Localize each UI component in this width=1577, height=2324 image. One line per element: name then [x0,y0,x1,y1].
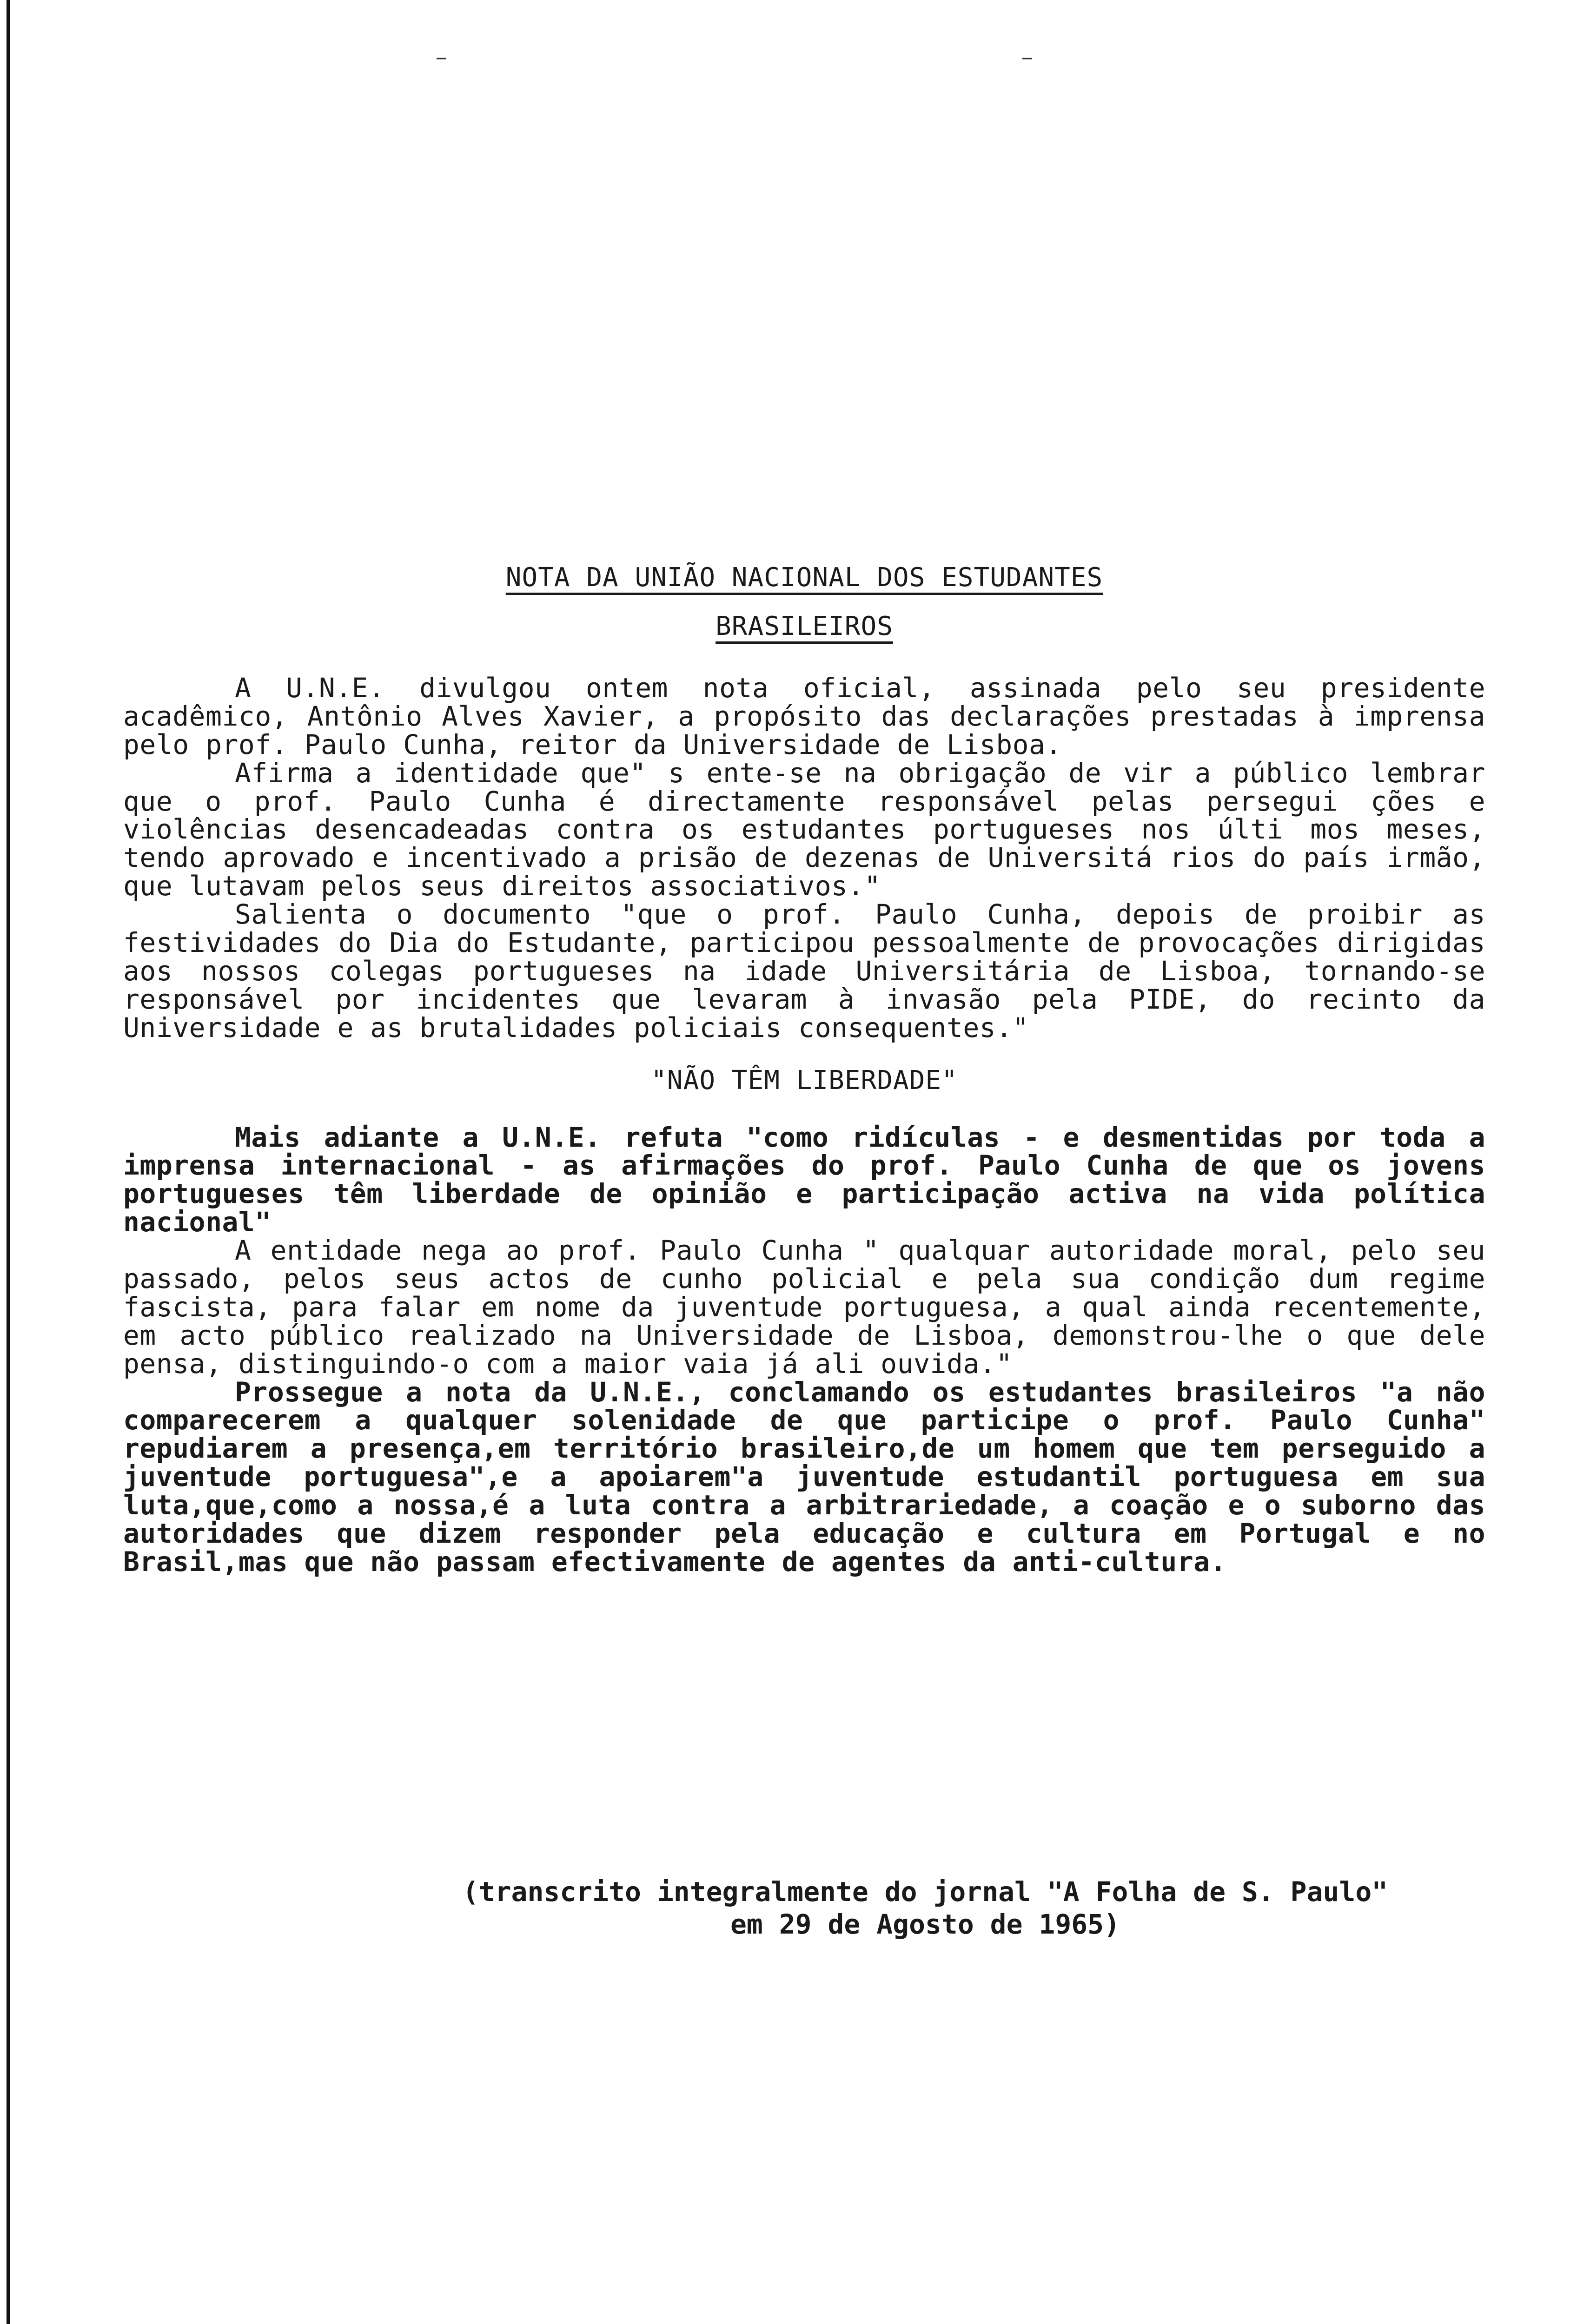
scan-border-left [7,0,10,2324]
source-line-1: (transcrito integralmente do jornal "A Folha de S. Paulo" [462,1876,1388,1908]
source-citation [391,1876,1460,1941]
paragraph-4: Mais adiante a U.N.E. refuta "como ridículas - e desmentidas por toda a imprensa internacional - as afirmações do prof. Paulo Cunha de que os jovens portugueses têm liberdade de opinião e participação activa na vida política nacional" [123,1121,1485,1238]
title-line-2: BRASILEIROS [716,611,893,641]
paragraph-2: Afirma a identidade que" s ente-se na obrigação de vir a público lembrar que o prof. Paulo Cunha é directamente responsável pelas persegui ções e violências desencadeadas contra os estudantes portugueses nos últi mos meses, tendo aprovado e incentivado a prisão de dezenas de Universitá rios do país irmão, que lutavam pelos seus direitos associativos." [123,757,1485,902]
source-line-2: em 29 de Agosto de 1965) [730,1908,1120,1940]
paragraph-1: A U.N.E. divulgou ontem nota oficial, assinada pelo seu presidente acadêmico, Antônio Alves Xavier, a propósito das declarações prestadas à imprensa pelo prof. Paulo Cunha, reitor da Universidade de Lisboa. [123,672,1485,760]
document-body [123,562,1485,1576]
scan-mark: ⁻ [1018,46,1036,81]
section-heading: "NÃO TÊM LIBERDADE" [651,1065,958,1096]
paragraph-5: A entidade nega ao prof. Paulo Cunha " qualquar autoridade moral, pelo seu passado, pelos seus actos de cunho policial e pela sua condição dum regime fascista, para falar em nome da juventude portuguesa, a qual ainda recentemente, em acto público realizado na Universidade de Lisboa, demonstrou-lhe o que dele pensa, distinguindo-o com a maior vaia já ali ouvida." [123,1235,1485,1380]
paragraph-3: Salienta o documento "que o prof. Paulo Cunha, depois de proibir as festividades do Dia do Estudante, participou pessoalmente de provocações dirigidas aos nossos colegas portugueses na idade Universitária de Lisboa, tornando-se responsável por incidentes que levaram à invasão pela PIDE, do recinto da Universidade e as brutalidades policiais consequentes." [123,898,1485,1043]
title-line-1: NOTA DA UNIÃO NACIONAL DOS ESTUDANTES [505,562,1103,593]
document-title [123,562,1485,641]
scan-mark: ⁻ [432,46,451,81]
paragraph-6: Prossegue a nota da U.N.E., conclamando os estudantes brasileiros "a não comparecerem a qualquer solenidade de que participe o prof. Paulo Cunha" repudiarem a presença,em território brasileiro,de um homem que tem perseguido a juventude portuguesa",e a apoiarem"a juventude estudantil portuguesa em sua luta,que,como a nossa,é a luta contra a arbitrariedade, a coação e o suborno das autoridades que dizem responder pela educação e cultura em Portugal e no Brasil,mas que não passam efectivamente de agentes da anti-cultura. [123,1376,1485,1578]
